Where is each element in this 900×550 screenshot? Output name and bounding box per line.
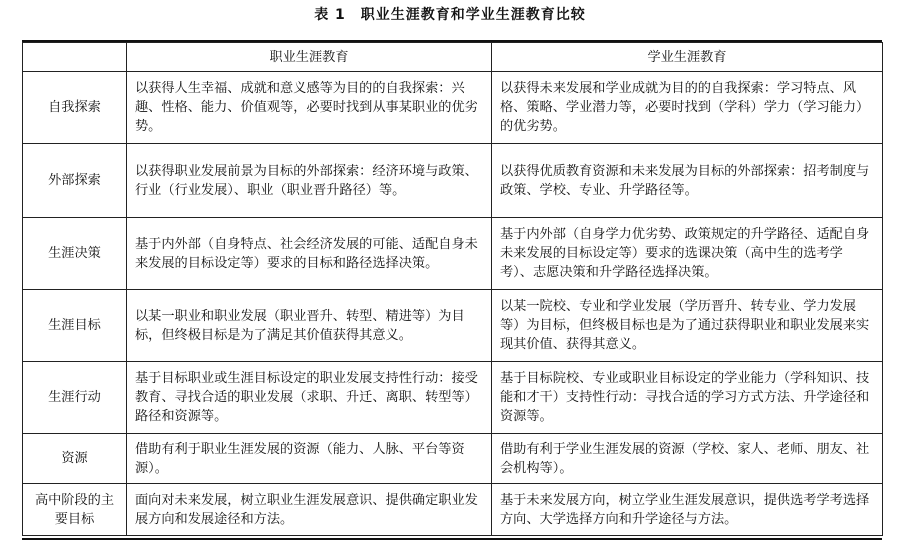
header-row: [23, 43, 883, 72]
header-corner-cell: [23, 43, 127, 72]
table-row: [23, 362, 883, 434]
career-cell: 以某一职业和职业发展（职业晋升、转型、精进等）为目标，但终极目标是为了满足其价值获得其意义。: [127, 290, 492, 362]
table-caption: 表 1 职业生涯教育和学业生涯教育比较: [314, 7, 586, 23]
table-row: [23, 434, 883, 484]
comparison-table: [22, 42, 883, 536]
career-cell: 以获得职业发展前景为目标的外部探索：经济环境与政策、行业（行业发展）、职业（职业晋升路径）等。: [127, 144, 492, 218]
table-row: [23, 144, 883, 218]
table-row: [23, 72, 883, 144]
academic-cell: 基于未来发展方向，树立学业生涯发展意识，提供选考学考选择方向、大学选择方向和升学途径与方法。: [492, 484, 883, 536]
academic-cell: 借助有利于学业生涯发展的资源（学校、家人、老师、朋友、社会机构等）。: [492, 434, 883, 484]
row-label: 外部探索: [23, 144, 127, 218]
table-row: [23, 218, 883, 290]
academic-cell: 以获得优质教育资源和未来发展为目标的外部探索：招考制度与政策、学校、专业、升学路径等。: [492, 144, 883, 218]
row-label: 生涯决策: [23, 218, 127, 290]
row-label: 生涯行动: [23, 362, 127, 434]
row-label: 生涯目标: [23, 290, 127, 362]
academic-cell: 基于目标院校、专业或职业目标设定的学业能力（学科知识、技能和才干）支持性行动：寻找合适的学习方式方法、升学途径和资源等。: [492, 362, 883, 434]
academic-cell: 以获得未来发展和学业成就为目的的自我探索：学习特点、风格、策略、学业潜力等，必要时找到（学科）学力（学习能力）的优劣势。: [492, 72, 883, 144]
row-label: 自我探索: [23, 72, 127, 144]
career-cell: 基于目标职业或生涯目标设定的职业发展支持性行动：接受教育、寻找合适的职业发展（求职、升迁、离职、转型等）路径和资源等。: [127, 362, 492, 434]
academic-cell: 以某一院校、专业和学业发展（学历晋升、转专业、学力发展等）为目标，但终极目标也是为了通过获得职业和职业发展来实现其价值、获得其意义。: [492, 290, 883, 362]
row-label: 资源: [23, 434, 127, 484]
header-academic-education: 学业生涯教育: [492, 43, 883, 72]
career-cell: 基于内外部（自身特点、社会经济发展的可能、适配自身未来发展的目标设定等）要求的目标和路径选择决策。: [127, 218, 492, 290]
career-cell: 借助有利于职业生涯发展的资源（能力、人脉、平台等资源）。: [127, 434, 492, 484]
header-career-education: 职业生涯教育: [127, 43, 492, 72]
career-cell: 面向对未来发展，树立职业生涯发展意识、提供确定职业发展方向和发展途径和方法。: [127, 484, 492, 536]
row-label: 高中阶段的主要目标: [23, 484, 127, 536]
table-bottom-rule: [22, 538, 882, 540]
career-cell: 以获得人生幸福、成就和意义感等为目的的自我探索：兴趣、性格、能力、价值观等，必要时找到从事某职业的优劣势。: [127, 72, 492, 144]
table-row: [23, 484, 883, 536]
table-row: [23, 290, 883, 362]
academic-cell: 基于内外部（自身学力优劣势、政策规定的升学路径、适配自身未来发展的目标设定等）要求的选课决策（高中生的选考学考）、志愿决策和升学路径选择决策。: [492, 218, 883, 290]
